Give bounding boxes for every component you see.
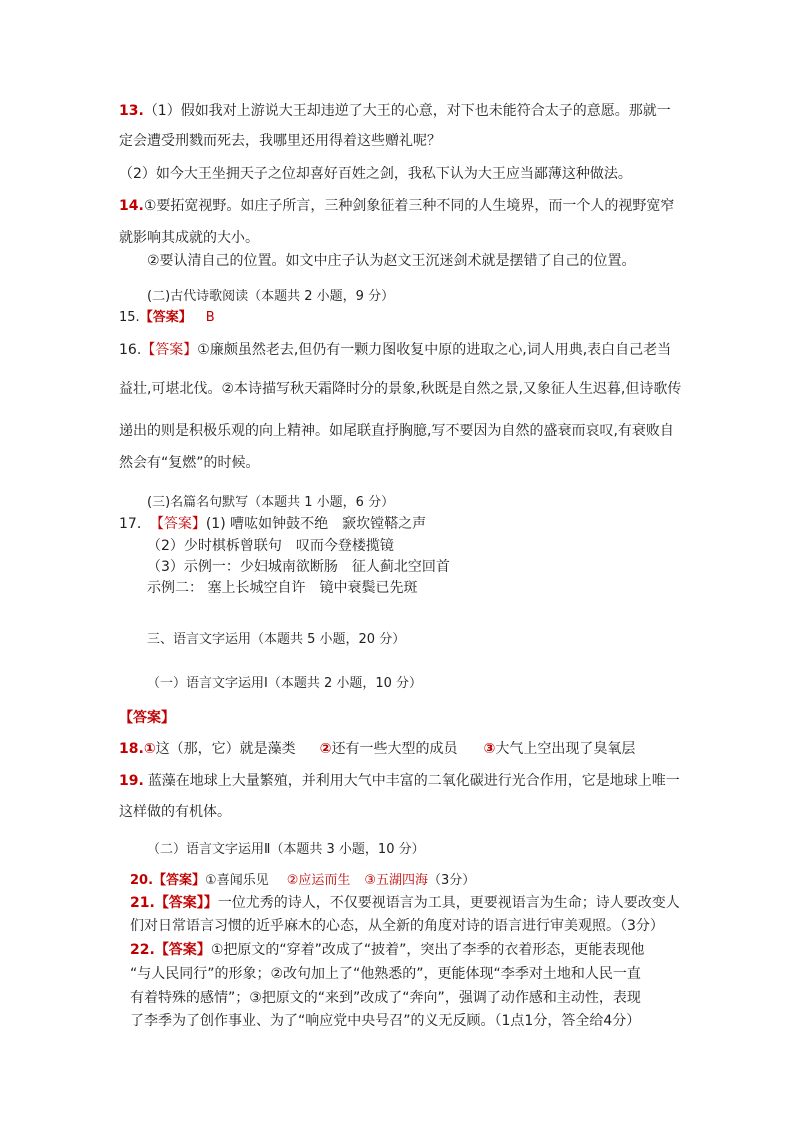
- section3-1-heading: （一）语言文字运用Ⅰ（本题共 2 小题，10 分）: [147, 676, 423, 691]
- q19-line2: 这样做的有机体。: [119, 804, 231, 820]
- answer-tag-heading: 【答案】: [119, 710, 175, 726]
- q20-answer-1: ①喜闻乐见: [205, 873, 269, 888]
- q20-answer-3: ③五湖四海: [364, 873, 429, 888]
- q16-line4: 然会有“复燃”的时候。: [119, 455, 260, 471]
- q20-answer-tag: 【答案】: [153, 873, 206, 888]
- q15-line: [119, 308, 215, 328]
- q20-line: [130, 871, 475, 891]
- q16-number: 16.: [119, 342, 142, 358]
- q19-text: 蓝藻在地球上大量繁殖，并利用大气中丰富的二氧化碳进行光合作用，它是地球上唯一: [147, 773, 680, 789]
- q22-line2: “与人民同行”的形象；②改句加上了“他熟悉的”，更能体现“李季对土地和人民一直: [130, 966, 641, 982]
- q14-number: 14.: [119, 198, 144, 214]
- q14-line2: 就影响其成就的大小。: [119, 230, 259, 246]
- q22-text: ①把原文的“穿着”改成了“披着”，突出了李季的衣着形态，更能表现他: [210, 942, 645, 958]
- q22-line1: [130, 940, 644, 960]
- q13-line3: （2）如今大王坐拥天子之位却喜好百姓之剑，我私下认为大王应当鄙薄这种做法。: [119, 166, 632, 182]
- q16-line1: [119, 340, 671, 360]
- q19-line1: [119, 771, 680, 791]
- q15-number: 15.: [119, 310, 140, 325]
- section-recite-heading: (三)名篇名句默写（本题共 1 小题，6 分）: [147, 495, 395, 510]
- q18-answer-2: 还有一些大型的成员: [331, 741, 458, 757]
- q21-answer-tag: 【答案】】: [154, 895, 218, 911]
- q19-number: 19.: [119, 773, 144, 789]
- section3-heading: 三、语言文字运用（本题共 5 小题，20 分）: [147, 632, 406, 647]
- q16-line2: 益壮,可堪北伐。②本诗描写秋天霜降时分的景象,秋既是自然之景,又象征人生迟暮,但诗歌传: [119, 381, 682, 397]
- q17-number: 17．: [119, 516, 151, 532]
- q17-line3: （3）示例一：少妇城南欲断肠 征人蓟北空回首: [147, 559, 450, 575]
- q21-text: 一位尤秀的诗人，不仅要视语言为工具，更要视语言为生命；诗人要改变人: [217, 895, 680, 911]
- q13-line2: 定会遭受刑戮而死去，我哪里还用得着这些赠礼呢？: [119, 133, 441, 149]
- q15-answer-tag: 【答案】: [139, 310, 192, 325]
- q21-number: 21.: [130, 895, 155, 911]
- q18-circle-3: ③: [483, 741, 496, 757]
- q17-text: (1) 嘈吰如钟鼓不绝 窾坎镗鞳之声: [205, 516, 427, 532]
- q14-line3: ②要认清自己的位置。如文中庄子认为赵文王沉迷剑术就是摆错了自己的位置。: [147, 253, 636, 269]
- q18-answer-1: 这（那，它）就是藻类: [155, 741, 296, 757]
- q16-text: ①廉颇虽然老去,但仍有一颗力图收复中原的进取之心,词人用典,表白自己老当: [197, 342, 672, 358]
- q13-number: 13.: [119, 103, 144, 119]
- q18-circle-2: ②: [319, 741, 332, 757]
- q20-answer-2: ②应运而生: [286, 873, 351, 888]
- q13-text: （1）假如我对上游说大王却违逆了大王的心意，对下也未能符合太子的意愿。那就一: [143, 103, 671, 119]
- section-poetry-heading: (二)古代诗歌阅读（本题共 2 小题，9 分）: [147, 289, 395, 304]
- q16-line3: 递出的则是积极乐观的向上精神。如尾联直抒胸臆,写不要因为自然的盛衰而哀叹,有衰败自: [119, 423, 674, 439]
- q15-answer: B: [205, 310, 215, 325]
- q14-text: ①要拓宽视野。如庄子所言，三种剑象征着三种不同的人生境界，而一个人的视野宽窄: [143, 198, 675, 214]
- q18-number: 18.: [119, 741, 144, 757]
- section3-2-heading: （二）语言文字运用Ⅱ（本题共 3 小题，10 分）: [147, 842, 425, 857]
- q18-line: [119, 739, 635, 759]
- q20-number: 20.: [130, 873, 154, 888]
- q18-circle-1: ①: [143, 741, 156, 757]
- q17-line4: 示例二： 塞上长城空自许 镜中衰鬓已先斑: [147, 580, 418, 596]
- q18-answer-3: 大气上空出现了臭氧层: [495, 741, 636, 757]
- q22-number: 22.: [130, 942, 155, 958]
- q21-line2: 们对日常语言习惯的近乎麻木的心态，从全新的角度对诗的语言进行审美观照。（3分）: [130, 918, 664, 934]
- q17-line1: [119, 514, 426, 534]
- q17-answer-tag: 【答案】: [156, 516, 206, 532]
- q22-line3: 有着特殊的感情”；③把原文的“来到”改成了“奔向”，强调了动作感和主动性，表现: [130, 990, 641, 1006]
- q16-answer-tag: 【答案】: [141, 342, 198, 358]
- q22-line4: 了李季为了创作事业、为了“响应党中央号召”的义无反顾。（1点1分，答全给4分）: [130, 1013, 641, 1029]
- q22-answer-tag: 【答案】: [154, 942, 211, 958]
- q20-score: （3分）: [428, 873, 476, 888]
- q13-line1: [119, 101, 671, 121]
- q17-line2: （2）少时棋柝曾联句 叹而今登楼揽镜: [147, 538, 394, 554]
- q14-line1: [119, 196, 674, 216]
- q21-line1: [130, 893, 680, 913]
